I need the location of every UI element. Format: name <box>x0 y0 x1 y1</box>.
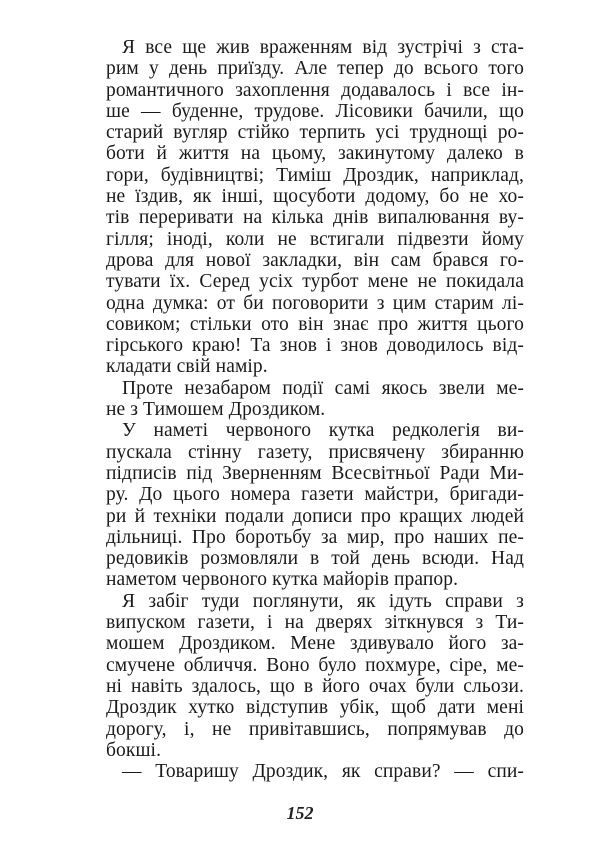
text-line: підписів під Зверненням Всесвітньої Ради Ми- <box>106 462 524 484</box>
paragraph <box>106 761 524 782</box>
text-line: кладати свій намір. <box>106 356 268 378</box>
text-line: випуском газети, і на дверях зіткнувся з Ти- <box>106 612 524 634</box>
text-line: старий вугляр стійко терпить усі труднощі ро- <box>106 122 524 144</box>
text-line: одна думка: от би поговорити з цим старим лі- <box>106 292 524 314</box>
text-line: смучене обличчя. Воно було похмуре, сіре, ме- <box>106 654 524 676</box>
text-line: редовиків розмовляли в той день всюди. Над <box>106 548 524 570</box>
text-line: — Товаришу Дроздик, як справи? — спи- <box>122 761 524 783</box>
text-line: Дроздик хутко відступив убік, щоб дати мені <box>106 697 524 719</box>
text-line: Проте незабаром події самі якось звели ме- <box>122 377 524 399</box>
paragraph <box>106 591 524 761</box>
text-line: боти й життя на цьому, закинутому далеко в <box>106 143 524 165</box>
text-line: не з Тимошем Дроздиком. <box>106 399 326 421</box>
text-line: Я все ще жив враженням від зустрічі з ста- <box>122 37 524 58</box>
text-line: дрова для нової закладки, він сам брався го- <box>106 249 524 271</box>
text-line: Я забіг туди поглянути, як ідуть справи з <box>122 590 524 612</box>
text-line: тувати їх. Серед усіх турбот мене не покидала <box>106 271 524 293</box>
text-line: У наметі червоного кутка редколегія ви- <box>122 420 524 442</box>
text-line: мошем Дроздиком. Мене здивувало його за- <box>106 633 524 655</box>
paragraph <box>106 378 524 421</box>
text-line: наметом червоного кутка майорів прапор. <box>106 569 459 591</box>
text-line: дорогу, і, не привітавшись, попрямував до <box>106 718 524 740</box>
text-line: ри й техніки подали дописи про кращих людей <box>106 505 524 527</box>
text-line: бокші. <box>106 739 162 761</box>
text-line: ру. До цього номера газети майстри, бригади- <box>106 484 524 506</box>
text-line: ше — буденне, трудове. Лісовики бачили, що <box>106 100 524 122</box>
text-line: тів переривати на кілька днів випалювання ву- <box>106 207 524 229</box>
text-line: романтичного захоплення додавалось і все ін- <box>106 79 524 101</box>
page-body-text <box>106 37 524 782</box>
text-line: совиком; стільки ото він знає про життя цього <box>106 313 524 335</box>
text-line: гірського краю! Та знов і знов доводилось від- <box>106 335 524 357</box>
text-line: гори, будівництві; Тиміш Дроздик, наприклад, <box>106 164 524 186</box>
text-line: гілля; іноді, коли не встигали підвезти йому <box>106 228 524 250</box>
paragraph <box>106 37 524 378</box>
text-line: не їздив, як інші, щосуботи додому, бо не хо- <box>106 186 524 208</box>
text-line: дільниці. Про боротьбу за мир, про наших пе- <box>106 526 524 548</box>
page-number: 152 <box>286 803 314 823</box>
paragraph <box>106 420 524 590</box>
text-line: рим у день приїзду. Але тепер до всього того <box>106 58 524 80</box>
text-line: пускала стінну газету, присвячену збиранню <box>106 441 524 463</box>
text-line: ні навіть здалось, що в його очах були сльози. <box>106 675 524 697</box>
